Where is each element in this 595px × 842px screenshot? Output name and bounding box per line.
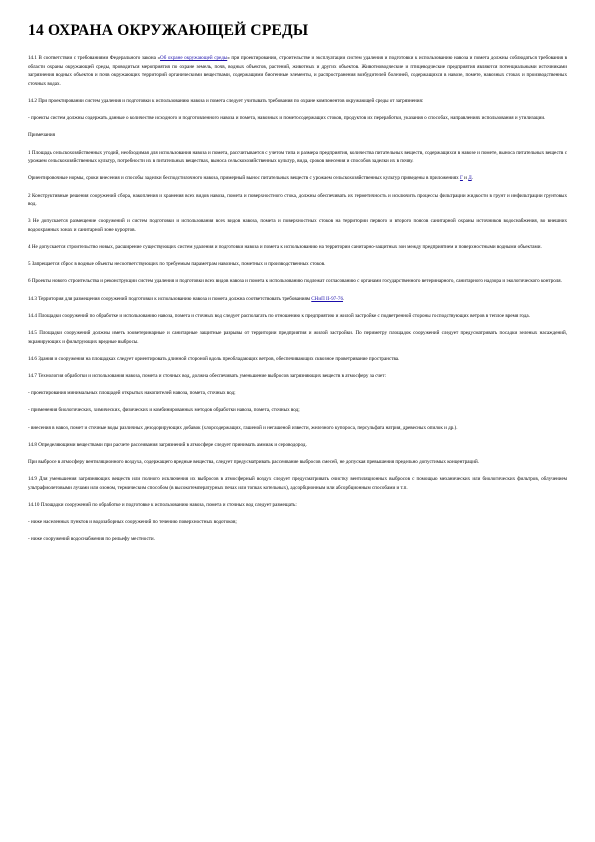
paragraph-14-2: 14.2 При проектировании систем удаления и подготовки к использованию навоза и помета следует учитывать требования по охране компонентов окружающей среды от загрязнения:	[28, 97, 424, 104]
paragraph-14-9: 14.9 Для уменьшения загрязняющих веществ или полного исключения их выбросов в атмосферный воздух следует предусматривать очистку вентиляционных выбросов с помощью механических или биологических фильтров, облучением ультрафиолетовыми лучами или озоном, термическим способом (в высокотемпературных печах или топках котельных), адсорбционным или абсорбционным способами и т.п.	[28, 476, 567, 491]
paragraph-14-3	[28, 295, 567, 304]
list-item: - применения биологических, химических, физических и комбинированных методов обработки навоза, помета, сточных вод;	[28, 407, 300, 414]
appendix-g-link[interactable]: Г	[459, 175, 463, 182]
paragraph-14-10: 14.10 Площадки сооружений по обработке и подготовке к использованию навоза, помета и сточных вод следует размещать:	[28, 501, 297, 508]
list-item: - ниже сооружений водоснабжения по рельефу местности.	[28, 536, 155, 543]
law-link[interactable]: Об охране окружающей среды	[160, 55, 228, 61]
page-title: 14 ОХРАНА ОКРУЖАЮЩЕЙ СРЕДЫ	[28, 22, 309, 39]
paragraph-14-6: 14.6 Здания и сооружения на площадках следует ориентировать длинной стороной вдоль преобладающих ветров, обеспечивающих сквозное проветривание пространства.	[28, 355, 400, 362]
note-norms	[28, 174, 567, 183]
list-item: - проектирования минимальных площадей открытых накопителей навоза, помета, сточных вод;	[28, 390, 236, 397]
note-1: 1 Площадь сельскохозяйственных угодий, необходимая для использования навоза и помета, рассчитывается с учетом типа и размера предприятия, количества питательных веществ, содержащихся в навозе и помете, выноса питательных веществ с урожаем сельскохозяйственных культур, потребности их в питательных веществах, выноса сельскохозяйственных культур, вида, сроков внесения и способов заделки их в почву.	[28, 149, 567, 165]
text-span: Ориентировочные нормы, сроки внесения и способы заделки бесподстилочного навоза, примерный вынос питательных веществ с урожаем сельскохозяйственных культур приведены в приложениях	[28, 175, 460, 182]
text-span: .	[471, 175, 473, 182]
text-span: 14.3 Территория для размещения сооружений подготовки к использованию навоза и помета должна соответствовать требованиям	[28, 295, 312, 302]
paragraph-14-5: 14.5 Площадки сооружений должны иметь зооветеринарные и санитарные защитные разрывы от территории предприятия и жилой застройки. По периметру площадок сооружений следует предусматривать посадки зеленых насаждений, экранирующих и фильтрующих вредные выбросы.	[28, 330, 567, 345]
snip-link[interactable]: СНиП II-97-76	[311, 295, 344, 302]
list-item: - ниже населенных пунктов и водозаборных сооружений по течению поверхностных водотоков;	[28, 519, 237, 526]
note-6: 6 Проекты нового строительства и реконструкции систем удаления и подготовки всех видов навоза и помета к использованию подлежат согласованию с органами государственного ветеринарного, санитарного надзора и экологического контроля.	[28, 278, 562, 285]
text-span: » при проектировании, строительстве и эксплуатации систем удаления и подготовки к использованию навоза и помета должны соблюдаться требования в области охраны окружающей среды, проводиться мероприятия по охране земель, почв, водных объектов, растений, животных и других объектов. Животноводческие и птицеводческие предприятия являются потенциальными источниками загрязнения водных объектов и почв окружающих территорий органическими веществами, содержащими биогенные элементы, и распространения возбудителей болезней, содержащихся в навозе, помете, навозных стоках и производственных сточных водах.	[28, 55, 567, 87]
paragraph-emissions: При выбросе в атмосферу вентиляционного воздуха, содержащего вредные вещества, следует предусматривать рассеивание выбросов смесей, не допуская превышения предельно допустимых концентраций.	[28, 458, 479, 465]
note-5: 5 Запрещается сброс в водные объекты несоответствующих по требуемым параметрам навозных, пометных и производственных стоков.	[28, 261, 326, 268]
paragraph-14-1	[28, 54, 567, 88]
text-span: 14.1 В соответствии с требованиями Федерального закона «	[28, 55, 161, 61]
appendix-d-link[interactable]: Д	[468, 175, 472, 182]
paragraph-projects: - проекты систем должны содержать данные о количестве исходного и подготовленного навоза и помета, навозных и пометосодержащих стоков, продуктов их переработки, указания о способах, направлениях использования и утилизации.	[28, 115, 546, 122]
note-2: 2 Конструктивные решения сооружений сбора, накопления и хранения всех видов навоза, помета и поверхностного стока, должны обеспечивать их герметичность и исключить процессы фильтрации жидкости в грунт и инфильтрации грунтовых вод.	[28, 192, 567, 208]
note-4: 4 Не допускается строительство новых, расширение существующих систем удаления и подготовки навоза и помета к использованию на территории санитарно-защитных зон между предприятием и поверхностными водными объектами.	[28, 244, 542, 251]
paragraph-14-4: 14.4 Площадки сооружений по обработке и использованию навоза, помета и сточных вод следует располагать по отношению к предприятию и жилой застройке с подветренной стороны господствующих ветров в теплое время года.	[28, 312, 530, 319]
text-span: .	[343, 295, 345, 302]
paragraph-14-8: 14.8 Определяющими веществами при расчете рассеивания загрязнений в атмосфере следует принимать аммиак и сероводород.	[28, 441, 307, 448]
note-3: 3 Не допускается размещение сооружений и систем подготовки и использования всех видов навоза, помета и поверхностных стоков на территории первого и второго поясов санитарной охраны источников водоснабжения, во внешних водоохранных зонах и санитарной зоне курортов.	[28, 218, 567, 233]
text-span: и	[462, 175, 469, 182]
notes-heading: Примечания	[28, 132, 55, 139]
list-item: - внесения в навоз, помет и сточные воды различных дезодорирующих добавок (хлорсодержащих, гашеной и негашеной извести, железного купороса, персульфата натрия, древесных опилок и др.).	[28, 424, 458, 431]
paragraph-14-7: 14.7 Технология обработки и использования навоза, помета и сточных вод, должна обеспечивать уменьшение выбросов загрязняющих веществ в атмосферу за счет:	[28, 372, 386, 379]
